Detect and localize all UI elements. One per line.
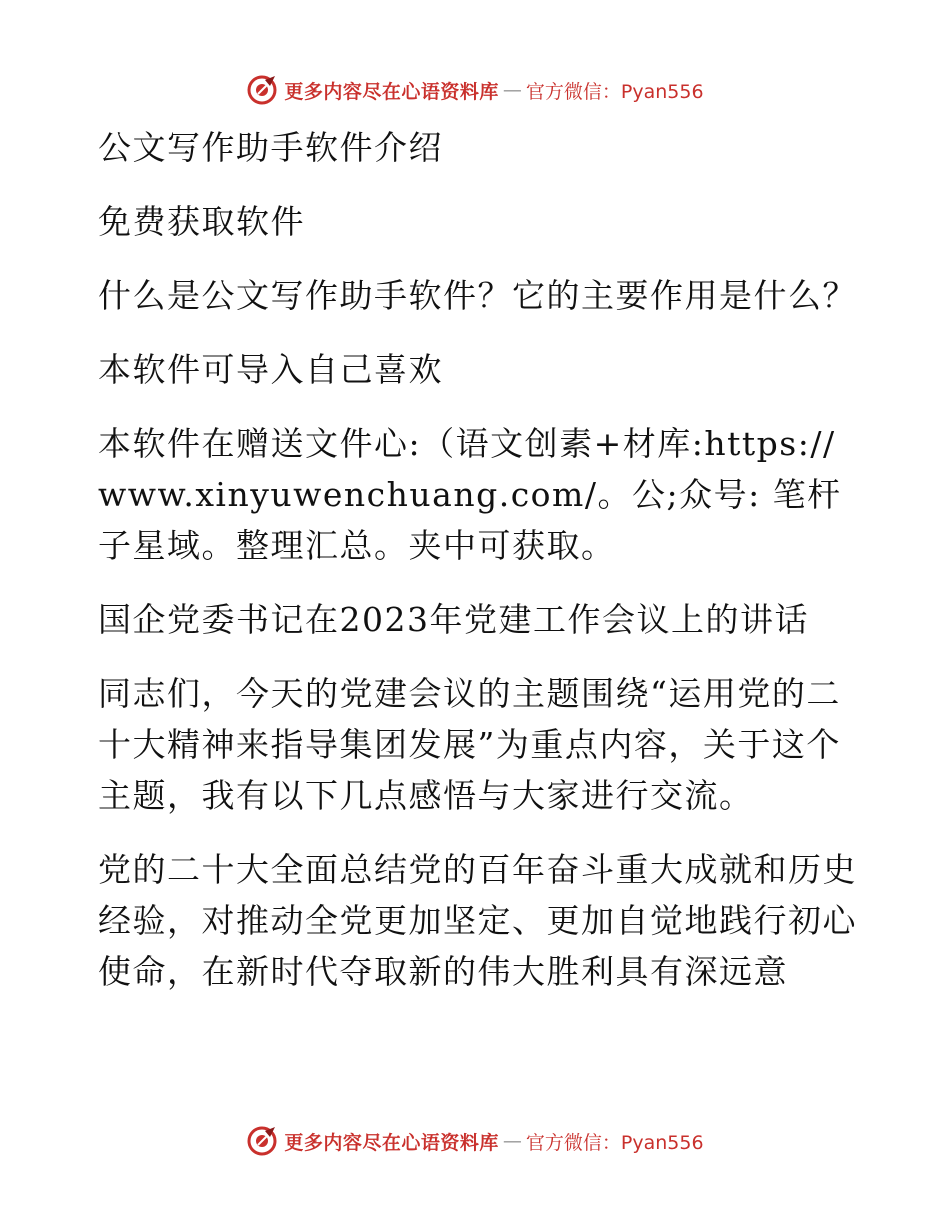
doc-paragraph: 本软件可导入自己喜欢 — [98, 350, 443, 389]
banner-title: 更多内容尽在心语资料库 — [284, 1131, 499, 1154]
speech-title: 国企党委书记在2023年党建工作会议上的讲话 — [98, 600, 809, 639]
banner-wechat: 官方微信：Pyan556 — [525, 1131, 704, 1154]
banner-wechat: 官方微信：Pyan556 — [525, 80, 704, 103]
document-body — [98, 122, 858, 1020]
brush-logo-icon — [246, 74, 278, 106]
brush-logo-icon — [246, 1125, 278, 1157]
doc-paragraph: 同志们，今天的党建会议的主题围绕“运用党的二十大精神来指导集团发展”为重点内容，关于这个主题，我有以下几点感悟与大家进行交流。 — [98, 674, 841, 815]
header-watermark-banner — [0, 70, 950, 110]
doc-paragraph: 本软件在赠送文件心:（语文创素+材库:https://www.xinyuwenchuang.com/。公;众号: 笔杆子星域。整理汇总。夹中可获取。 — [98, 424, 842, 565]
doc-paragraph: 什么是公文写作助手软件？它的主要作用是什么？ — [98, 276, 857, 315]
doc-paragraph: 免费获取软件 — [98, 202, 305, 241]
doc-paragraph: 党的二十大全面总结党的百年奋斗重大成就和历史经验，对推动全党更加坚定、更加自觉地践行初心使命，在新时代夺取新的伟大胜利具有深远意 — [98, 850, 857, 991]
banner-separator: — — [502, 1130, 522, 1152]
footer-watermark-banner — [0, 1121, 950, 1161]
doc-title: 公文写作助手软件介绍 — [98, 128, 443, 167]
banner-separator: — — [502, 79, 522, 101]
banner-title: 更多内容尽在心语资料库 — [284, 80, 499, 103]
